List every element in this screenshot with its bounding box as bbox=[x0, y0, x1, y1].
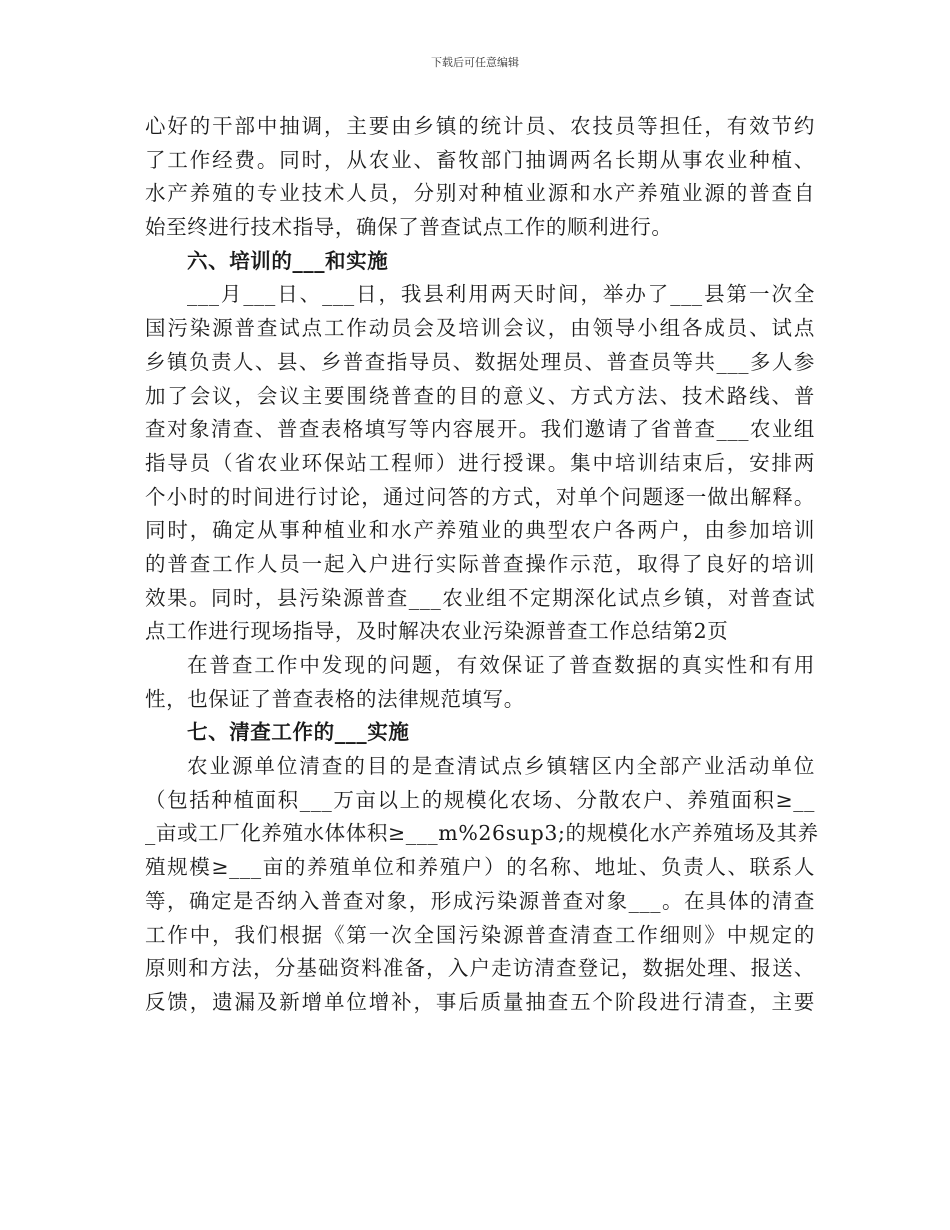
text-line: 加了会议，会议主要围绕普查的目的意义、方式方法、技术路线、普 bbox=[145, 383, 815, 408]
text-line: 原则和方法，分基础资料准备，入户走访清查登记，数据处理、报送、 bbox=[145, 956, 815, 981]
document-body bbox=[145, 110, 819, 1020]
text-line: 水产养殖的专业技术人员，分别对种植业源和水产养殖业源的普查自 bbox=[145, 181, 815, 206]
text-line: 效果。同时，县污染源普查___农业组不定期深化试点乡镇，对普查试 bbox=[145, 585, 815, 610]
text-line: 反馈，遗漏及新增单位增补，事后质量抽查五个阶段进行清查，主要 bbox=[145, 989, 815, 1014]
text-line: 工作中，我们根据《第一次全国污染源普查清查工作细则》中规定的 bbox=[145, 922, 815, 947]
text-line: 了工作经费。同时，从农业、畜牧部门抽调两名长期从事农业种植、 bbox=[145, 147, 815, 172]
text-line: 性，也保证了普查表格的法律规范填写。 bbox=[145, 686, 525, 711]
page-header: 下载后可任意编辑 bbox=[431, 56, 519, 69]
text-line: 个小时的时间进行讨论，通过问答的方式，对单个问题逐一做出解释。 bbox=[145, 484, 815, 509]
text-line: 的普查工作人员一起入户进行实际普查操作示范，取得了良好的培训 bbox=[145, 551, 815, 576]
text-line: ___月___日、___日，我县利用两天时间，举办了___县第一次全 bbox=[187, 282, 815, 307]
text-line: 殖规模≥___亩的养殖单位和养殖户）的名称、地址、负责人、联系人 bbox=[145, 855, 815, 880]
text-line: 国污染源普查试点工作动员会及培训会议，由领导小组各成员、试点 bbox=[145, 316, 815, 341]
text-line: 始至终进行技术指导，确保了普查试点工作的顺利进行。 bbox=[145, 215, 673, 240]
text-line: 农业源单位清查的目的是查清试点乡镇辖区内全部产业活动单位 bbox=[187, 754, 815, 779]
text-line: 等，确定是否纳入普查对象，形成污染源普查对象___。在具体的清查 bbox=[145, 888, 815, 913]
text-line: （包括种植面积___万亩以上的规模化农场、分散农户、养殖面积≥__ bbox=[145, 787, 815, 812]
section-heading: 六、培训的___和实施 bbox=[187, 248, 389, 273]
text-line: 同时，确定从事种植业和水产养殖业的典型农户各两户，由参加培训 bbox=[145, 518, 815, 543]
text-line: _亩或工厂化养殖水体体积≥___m%26sup3;的规模化水产养殖场及其养 bbox=[145, 821, 819, 846]
text-line: 查对象清查、普查表格填写等内容展开。我们邀请了省普查___农业组 bbox=[145, 417, 815, 442]
text-line: 在普查工作中发现的问题，有效保证了普查数据的真实性和有用 bbox=[187, 653, 815, 677]
text-line: 乡镇负责人、县、乡普查指导员、数据处理员、普查员等共___多人参 bbox=[145, 349, 815, 374]
text-line: 点工作进行现场指导，及时解决农业污染源普查工作总结第2页 bbox=[145, 619, 729, 644]
text-line: 心好的干部中抽调，主要由乡镇的统计员、农技员等担任，有效节约 bbox=[145, 114, 815, 138]
text-line: 指导员（省农业环保站工程师）进行授课。集中培训结束后，安排两 bbox=[145, 450, 815, 475]
section-heading: 七、清查工作的___实施 bbox=[187, 720, 410, 745]
